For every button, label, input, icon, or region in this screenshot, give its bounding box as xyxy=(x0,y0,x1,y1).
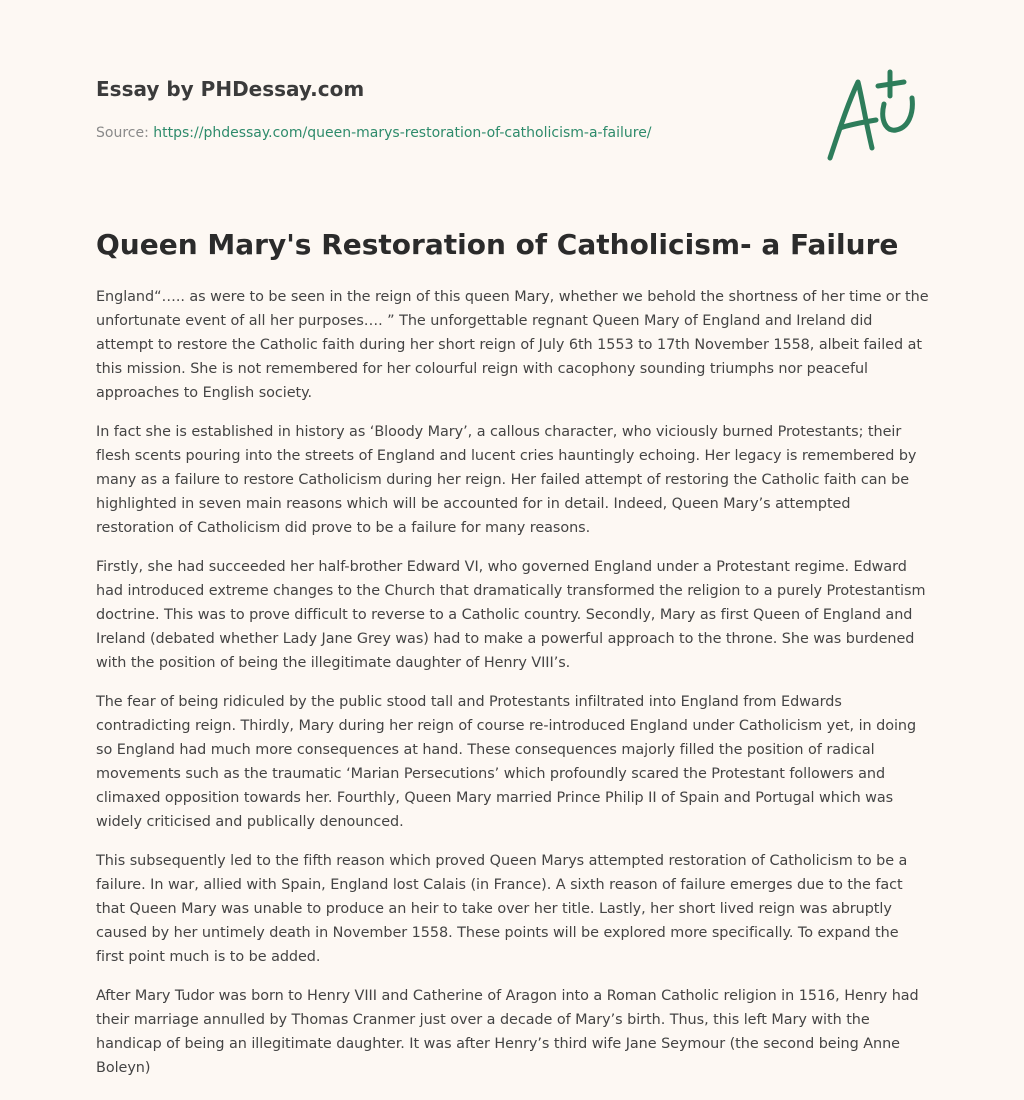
paragraph: Firstly, she had succeeded her half-brother Edward VI, who governed England under a Protestant regime. Edward had introduced extreme changes to the Church that dramatically transformed the religion to a purely Protestantism doctrine. This was to prove difficult to reverse to a Catholic country. Secondly, Mary as first Queen of England and Ireland (debated whether Lady Jane Grey was) had to make a powerful approach to the throne. She was burdened with the position of being the illegitimate daughter of Henry VIII’s. xyxy=(96,559,926,671)
essay-body xyxy=(96,285,930,1095)
source-link[interactable]: https://phdessay.com/queen-marys-restoration-of-catholicism-a-failure/ xyxy=(153,125,652,141)
a-plus-logo-svg xyxy=(820,68,930,168)
paragraph: After Mary Tudor was born to Henry VIII and Catherine of Aragon into a Roman Catholic religion in 1516, Henry had their marriage annulled by Thomas Cranmer just over a decade of Mary’s birth. Thus, this left Mary with the handicap of being an illegitimate daughter. It was after Henry’s third wife Jane Seymour (the second being Anne Boleyn) xyxy=(96,988,919,1076)
header xyxy=(96,75,796,142)
a-plus-grade-icon xyxy=(820,68,930,168)
paragraph: England“….. as were to be seen in the reign of this queen Mary, whether we behold the shortness of her time or the unfortunate event of all her purposes…. ” The unforgettable regnant Queen Mary of England and Ireland did attempt to restore the Catholic faith during her short reign of July 6th 1553 to 17th November 1558, albeit failed at this mission. She is not remembered for her colourful reign with cacophony sounding triumphs nor peaceful approaches to English society. xyxy=(96,289,929,401)
paragraph: This subsequently led to the fifth reason which proved Queen Marys attempted restoration of Catholicism to be a failure. In war, allied with Spain, England lost Calais (in France). A sixth reason of failure emerges due to the fact that Queen Mary was unable to produce an heir to take over her title. Lastly, her short lived reign was abruptly caused by her untimely death in November 1558. These points will be explored more specifically. To expand the first point much is to be added. xyxy=(96,853,908,965)
site-brand: Essay by PHDessay.com xyxy=(96,77,365,101)
source-line xyxy=(96,124,796,142)
paragraph: In fact she is established in history as ‘Bloody Mary’, a callous character, who viciously burned Protestants; their flesh scents pouring into the streets of England and lucent cries hauntingly echoing. Her legacy is remembered by many as a failure to restore Catholicism during her reign. Her failed attempt of restoring the Catholic faith can be highlighted in seven main reasons which will be accounted for in detail. Indeed, Queen Mary’s attempted restoration of Catholicism did prove to be a failure for many reasons. xyxy=(96,424,917,536)
paragraph: The fear of being ridiculed by the public stood tall and Protestants infiltrated into England from Edwards contradicting reign. Thirdly, Mary during her reign of course re-introduced England under Catholicism yet, in doing so England had much more consequences at hand. These consequences majorly filled the position of radical movements such as the traumatic ‘Marian Persecutions’ which profoundly scared the Protestant followers and climaxed opposition towards her. Fourthly, Queen Mary married Prince Philip II of Spain and Portugal which was widely criticised and publically denounced. xyxy=(96,694,917,830)
essay-title: Queen Mary's Restoration of Catholicism- a Failure xyxy=(96,228,899,261)
source-label: Source: xyxy=(96,125,154,141)
